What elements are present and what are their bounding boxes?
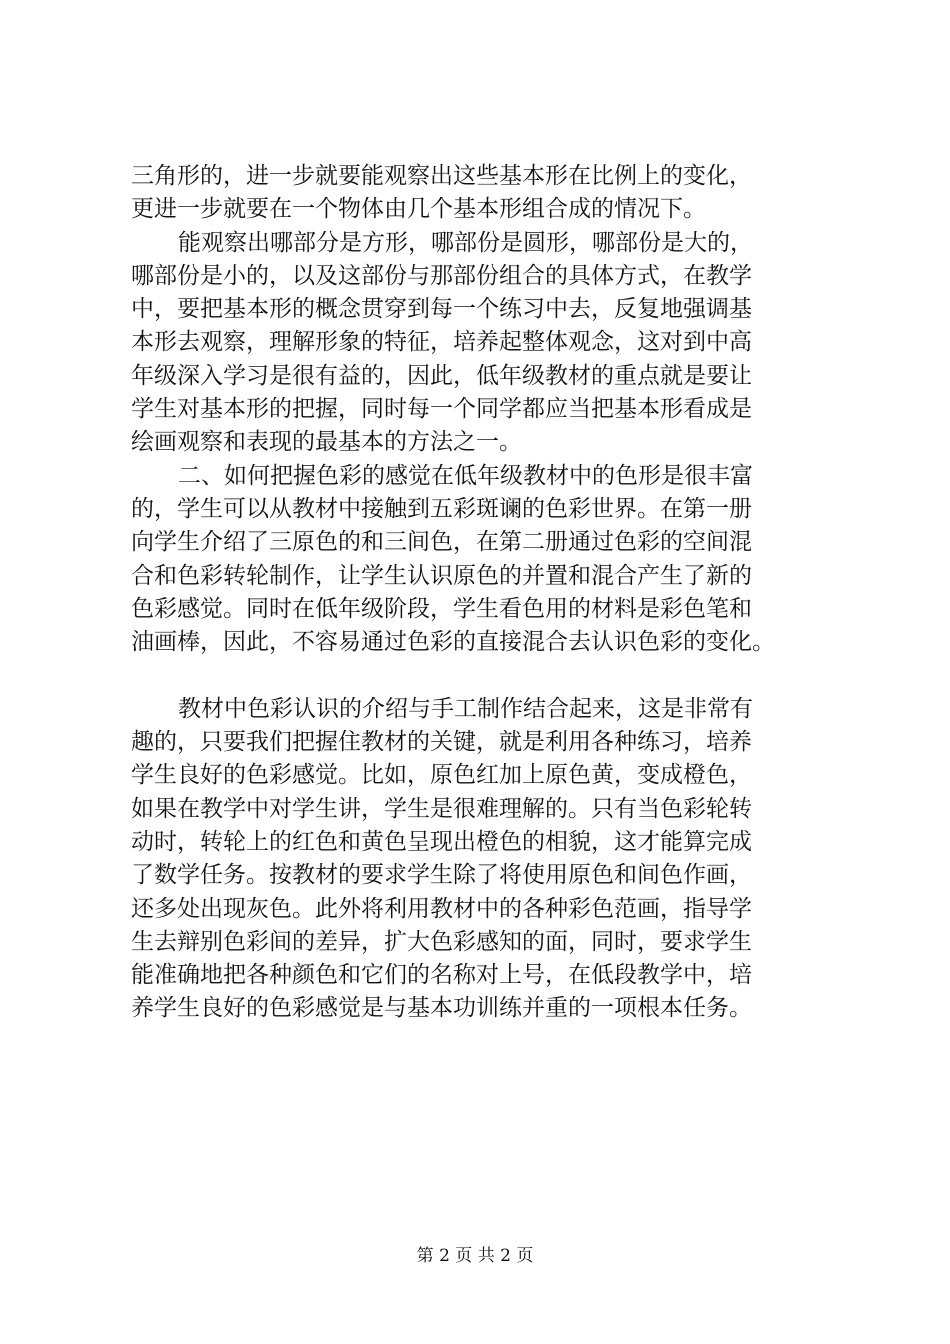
page-number-footer: 第 2 页 共 2 页 (416, 1246, 534, 1266)
paragraph-line: 还多处出现灰色。此外将利用教材中的各种彩色范画，指导学 (131, 895, 752, 922)
paragraph-line: 向学生介绍了三原色的和三间色，在第二册通过色彩的空间混 (131, 529, 752, 556)
paragraph-line: 了数学任务。按教材的要求学生除了将使用原色和间色作画， (131, 862, 752, 889)
paragraph-line: 中，要把基本形的概念贯穿到每一个练习中去，反复地强调基 (131, 296, 752, 323)
paragraph-line: 如果在教学中对学生讲，学生是很难理解的。只有当色彩轮转 (131, 795, 752, 822)
paragraph-line: 年级深入学习是很有益的，因此，低年级教材的重点就是要让 (131, 362, 752, 389)
paragraph-line: 本形去观察，理解形象的特征，培养起整体观念，这对到中高 (131, 329, 752, 356)
paragraph-line: 二、如何把握色彩的感觉在低年级教材中的色形是很丰富 (178, 462, 753, 489)
paragraph-line: 生去辩别色彩间的差异，扩大色彩感知的面，同时，要求学生 (131, 928, 752, 955)
paragraph-spacer (131, 659, 831, 692)
paragraph-line: 绘画观察和表现的最基本的方法之一。 (131, 429, 522, 456)
paragraph-line: 学生对基本形的把握，同时每一个同学都应当把基本形看成是 (131, 396, 752, 423)
paragraph-line: 能准确地把各种颜色和它们的名称对上号，在低段教学中，培 (131, 962, 752, 989)
paragraph-line: 色彩感觉。同时在低年级阶段，学生看色用的材料是彩色笔和 (131, 595, 752, 622)
paragraph-line: 三角形的，进一步就要能观察出这些基本形在比例上的变化， (131, 163, 752, 189)
paragraph-line: 更进一步就要在一个物体由几个基本形组合成的情况下。 (131, 196, 706, 223)
paragraph-line: 哪部份是小的，以及这部份与那部份组合的具体方式，在教学 (131, 262, 752, 289)
paragraph-line: 油画棒，因此，不容易通过色彩的直接混合去认识色彩的变化。 (131, 629, 775, 656)
paragraph-line: 教材中色彩认识的介绍与手工制作结合起来，这是非常有 (178, 695, 753, 722)
paragraph-line: 动时，转轮上的红色和黄色呈现出橙色的相貌，这才能算完成 (131, 828, 752, 855)
document-body (131, 160, 831, 1026)
paragraph-line: 学生良好的色彩感觉。比如，原色红加上原色黄，变成橙色， (131, 762, 752, 789)
paragraph-2 (131, 227, 831, 460)
paragraph-line: 养学生良好的色彩感觉是与基本功训练并重的一项根本任务。 (131, 995, 752, 1022)
paragraph-1 (131, 160, 831, 227)
paragraph-line: 趣的，只要我们把握住教材的关键，就是利用各种练习，培养 (131, 729, 752, 756)
paragraph-line: 合和色彩转轮制作，让学生认识原色的并置和混合产生了新的 (131, 562, 752, 589)
paragraph-3 (131, 460, 831, 660)
paragraph-line: 能观察出哪部分是方形，哪部份是圆形，哪部份是大的， (178, 229, 753, 256)
paragraph-line: 的，学生可以从教材中接触到五彩斑谰的色彩世界。在第一册 (131, 495, 752, 522)
paragraph-4 (131, 693, 831, 1026)
